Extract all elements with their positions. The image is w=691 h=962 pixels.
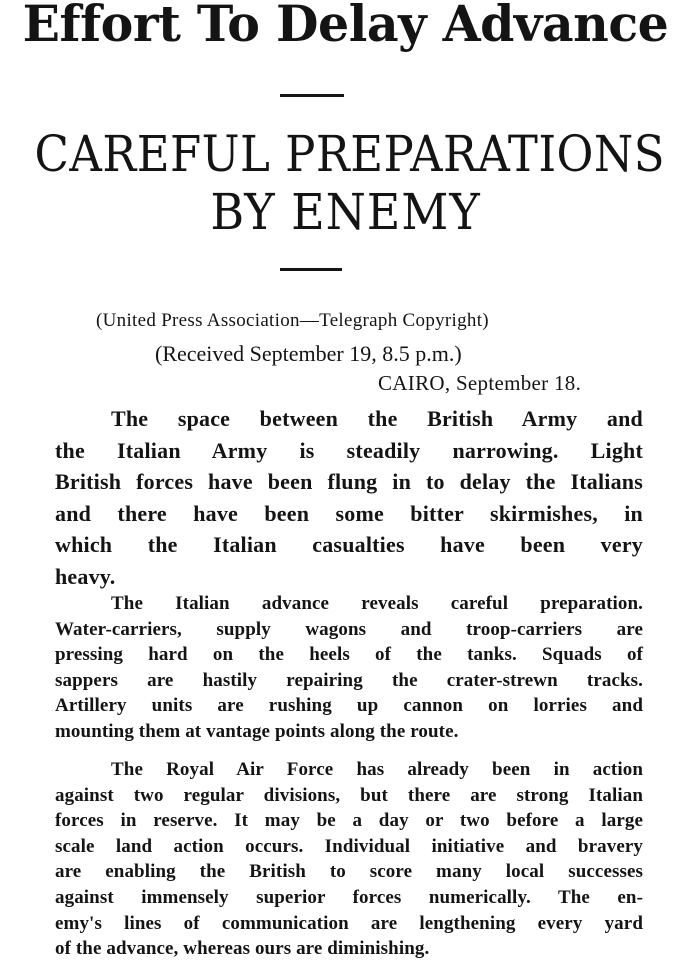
paragraph-line: emy's lines of communication are lengthening every yard	[55, 912, 643, 934]
paragraph-line: the Italian Army is steadily narrowing. Light	[55, 437, 643, 463]
paragraph-line: of the advance, whereas ours are diminishing.	[55, 938, 430, 960]
paragraph-line: against immensely superior forces numerically. The en-	[55, 886, 643, 908]
paragraph-line: pressing hard on the heels of the tanks. Squads of	[55, 644, 643, 666]
paragraph-line: are enabling the British to score many local successes	[55, 861, 643, 883]
headline-divider-rule	[280, 94, 344, 97]
article-paragraph-1	[55, 403, 643, 592]
received-note: (Received September 19, 8.5 p.m.)	[155, 341, 462, 366]
dateline: CAIRO, September 18.	[378, 371, 582, 395]
paragraph-line: Artillery units are rushing up cannon on lorries and	[55, 695, 643, 717]
article-paragraph-2	[55, 591, 643, 745]
wire-credit: (United Press Association—Telegraph Copyright)	[96, 310, 489, 331]
paragraph-line: The Royal Air Force has already been in action	[111, 759, 643, 780]
article-paragraph-3	[55, 757, 643, 962]
headline-main: Effort To Delay Advance	[22, 0, 669, 53]
paragraph-line: The space between the British Army and	[111, 406, 643, 431]
paragraph-line: mounting them at vantage points along the route.	[55, 720, 459, 742]
paragraph-line: forces in reserve. It may be a day or two before a large	[55, 810, 643, 832]
paragraph-line: sappers are hastily repairing the crater-strewn tracks.	[55, 669, 643, 691]
paragraph-line: and there have been some bitter skirmishes, in	[55, 500, 643, 526]
paragraph-line: heavy.	[55, 563, 116, 589]
paragraph-line: against two regular divisions, but there are strong Italian	[55, 784, 643, 806]
paragraph-line: which the Italian casualties have been very	[55, 532, 643, 557]
subheadline-line-1: CAREFUL PREPARATIONS	[34, 125, 666, 183]
paragraph-line: scale land action occurs. Individual initiative and bravery	[55, 835, 643, 857]
subheadline-line-2: BY ENEMY	[210, 183, 481, 241]
paragraph-line: Water-carriers, supply wagons and troop-carriers are	[55, 618, 643, 640]
paragraph-line: British forces have been flung in to delay the Italians	[55, 469, 643, 494]
paragraph-line: The Italian advance reveals careful preparation.	[111, 593, 643, 614]
subheadline-divider-rule	[280, 268, 342, 271]
